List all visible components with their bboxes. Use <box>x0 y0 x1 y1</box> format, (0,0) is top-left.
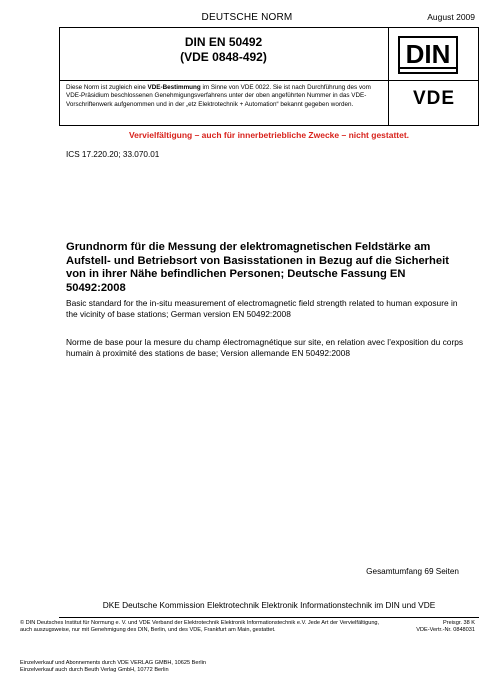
document-type-label: DEUTSCHE NORM <box>201 12 293 23</box>
standard-number: DIN EN 50492 <box>184 35 263 49</box>
copyright-notice: © DIN Deutsches Institut für Normung e. V. und VDE Verband der Elektrotechnik Elektronik Informationstechnik e.V. Jede Art der Vervielfältigung, auch auszugsweise, nur mit Genehmigung des DIN, Berlin, und des VDE, Frankfurt am Main, gestattet. <box>20 620 380 633</box>
title-box-divider-horizontal <box>59 80 479 81</box>
vde-note-prefix: Diese Norm ist zugleich eine <box>66 84 148 91</box>
order-number: VDE-Vertr.-Nr. 0848031 <box>416 626 475 633</box>
vde-classification-number: (VDE 0848-492) <box>180 50 267 64</box>
din-logo <box>398 36 458 74</box>
sales-line-1: Einzelverkauf und Abonnements durch VDE VERLAG GMBH, 10625 Berlin <box>20 660 206 666</box>
title-french: Norme de base pour la mesure du champ électromagnétique sur site, en relation avec l’exposition du corps humain à proximité des stations de base; Version allemande EN 50492:2008 <box>66 337 464 358</box>
title-english: Basic standard for the in-situ measurement of electromagnetic field strength related to human exposure in the vicinity of base stations; German version EN 50492:2008 <box>66 298 458 319</box>
dke-commission: DKE Deutsche Kommission Elektrotechnik Elektronik Informationstechnik im DIN und VDE <box>102 600 436 610</box>
vde-note-rest: im Sinne von VDE 0022. Sie ist nach Durchführung des vom VDE-Präsidium beschlossenen Genehmigungsverfahrens unter der oben angeführten Nummer in das VDE-Vorschriftenwerk aufgenommen und in der „etz Elektrotechnik + Automation“ bekannt gegeben worden. <box>66 84 371 108</box>
title-german: Grundnorm für die Messung der elektromagnetischen Feldstärke am Aufstell- und Betriebsort von Basisstationen in Bezug auf die Sicherheit von in ihrer Nähe befindlichen Personen; Deutsche Fassung EN 50492:2008 <box>66 241 449 294</box>
vde-regulation-note <box>66 84 384 109</box>
sales-line-2: Einzelverkauf auch durch Beuth Verlag GmbH, 10772 Berlin <box>20 666 169 673</box>
vde-note-bold: VDE-Bestimmung <box>147 84 201 91</box>
price-info <box>416 620 475 634</box>
vde-logo: VDE <box>412 88 456 109</box>
sales-info <box>20 660 206 674</box>
ics-codes: ICS 17.220.20; 33.070.01 <box>66 150 160 159</box>
price-group: Preisgr. 38 K <box>442 620 475 626</box>
din-logo-text: DIN <box>405 39 451 69</box>
reproduction-warning: Vervielfältigung – auch für innerbetriebliche Zwecke – nicht gestattet. <box>128 130 410 140</box>
total-pages: Gesamtumfang 69 Seiten <box>366 567 459 576</box>
footer-rule <box>59 617 479 618</box>
publication-date: August 2009 <box>427 12 475 22</box>
